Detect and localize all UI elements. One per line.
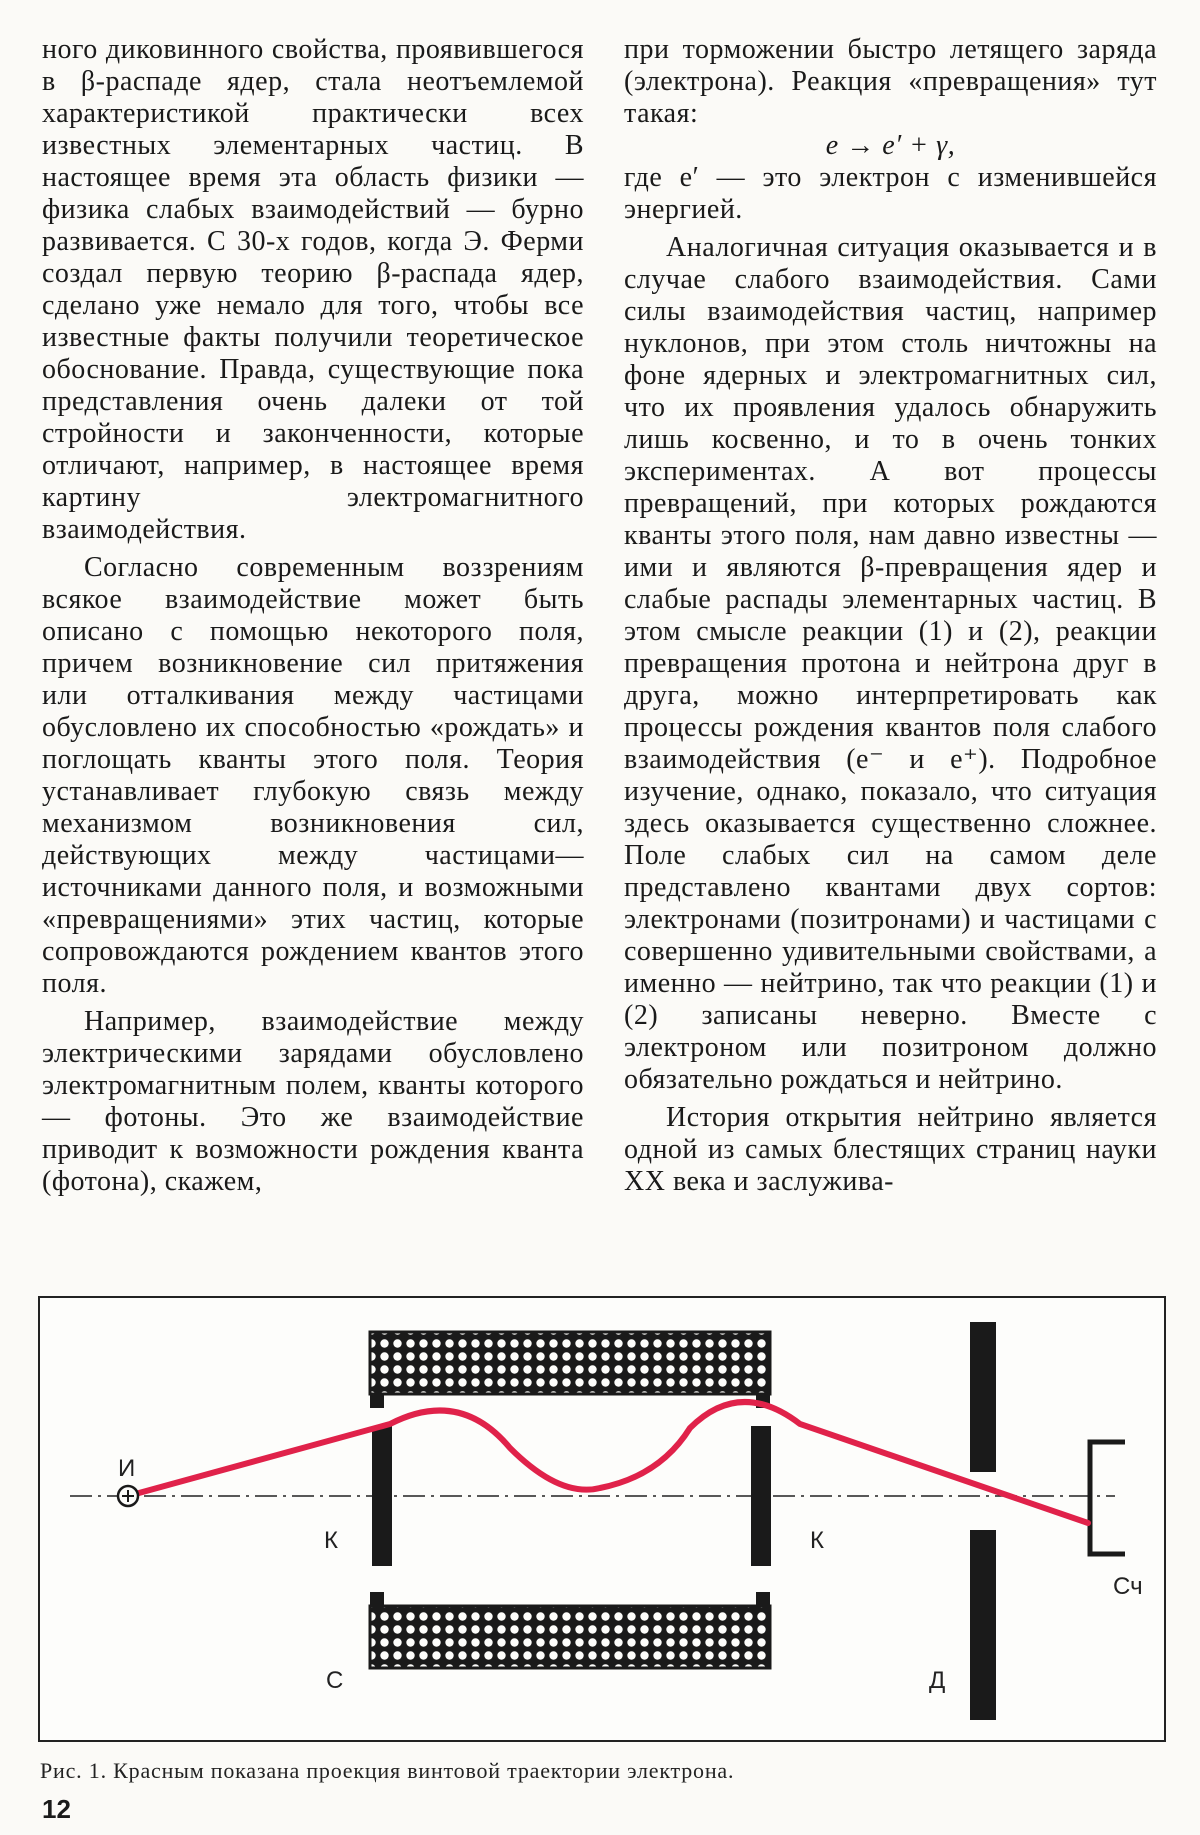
paragraph: Согласно современным воззрениям всякое взаимодействие может быть описано с помощью некоторого поля, причем возникновение сил притяжения или отталкивания между частицами обусловлено их способностью «рождать» и поглощать кванты этого поля. Теория устанавливает глубокую связь между механизмом возникновения сил, действующих между частицами—источниками данного поля, и возможными «превращениями» этих частиц, которые сопровождаются рождением квантов этого поля. xyxy=(42,552,584,999)
right-text-column xyxy=(624,34,1157,1204)
paragraph: Например, взаимодействие между электрическими зарядами обусловлено электромагнитным полем, кванты которого — фотоны. Это же взаимодействие приводит к возможности рождения кванта (фотона), скажем, xyxy=(42,1006,584,1197)
figure-electron-trajectory xyxy=(38,1296,1166,1742)
label-diaphragm: Д xyxy=(929,1667,946,1694)
diaphragm-top xyxy=(970,1322,996,1472)
formula: e → e′ + γ, xyxy=(825,130,956,161)
paragraph: ного диковинного свойства, проявившегося в β-распаде ядер, стала неотъемлемой характеристикой практически всех известных элементарных частиц. В настоящее время эта область физики — физика слабых взаимодействий — бурно развивается. С 30-х годов, когда Э. Ферми создал первую теорию β-распада ядер, сделано уже немало для того, чтобы все известные факты получили теоретическое обоснование. Правда, существующие пока представления очень далеки от той стройности и законченности, которые отличают, например, в настоящее время картину электромагнитного взаимодействия. xyxy=(42,34,584,545)
label-solenoid: С xyxy=(326,1667,344,1694)
paragraph: при торможении быстро летящего заряда (электрона). Реакция «превращения» тут такая: xyxy=(624,34,1157,129)
label-source: И xyxy=(118,1455,136,1482)
left-text-column xyxy=(42,34,584,1204)
cathode-left xyxy=(372,1426,392,1566)
figure-diagram xyxy=(40,1298,1164,1740)
electron-trajectory xyxy=(128,1402,1088,1523)
paragraph: где e′ — это электрон с изменившейся энергией. xyxy=(624,162,1157,225)
solenoid-bottom xyxy=(370,1592,770,1668)
label-cathode-left: К xyxy=(324,1527,338,1554)
label-cathode-right: К xyxy=(810,1527,824,1554)
solenoid-top xyxy=(370,1332,770,1408)
paragraph: Аналогичная ситуация оказывается и в случае слабого взаимодействия. Сами силы взаимодействия частиц, например нуклонов, при этом столь ничтожны на фоне ядерных и электромагнитных сил, что их проявления удалось обнаружить лишь косвенно, и то в очень тонких экспериментах. А вот процессы превращений, при которых рождаются кванты этого поля, нам давно известны — ими и являются β-превращения ядер и слабые распады элементарных частиц. В этом смысле реакции (1) и (2), реакции превращения протона и нейтрона друг в друга, можно интерпретировать как процессы рождения квантов поля слабого взаимодействия (e⁻ и e⁺). Подробное изучение, однако, показало, что ситуация здесь оказывается существенно сложнее. Поле слабых сил на самом деле представлено квантами двух сортов: электронами (позитронами) и частицами с совершенно удивительными свойствами, а именно — нейтрино, так что реакции (1) и (2) записаны неверно. Вместе с электроном или позитроном должно обязательно рождаться и нейтрино. xyxy=(624,232,1157,1095)
diaphragm-bottom xyxy=(970,1530,996,1720)
source-icon xyxy=(118,1486,138,1506)
cathode-right xyxy=(751,1426,771,1566)
figure-caption: Рис. 1. Красным показана проекция винтовой траектории электрона. xyxy=(40,1758,735,1783)
counter-bracket xyxy=(1090,1442,1125,1554)
page-number: 12 xyxy=(42,1794,71,1824)
paragraph: История открытия нейтрино является одной из самых блестящих страниц науки XX века и заслужива- xyxy=(624,1102,1157,1197)
label-counter: Сч xyxy=(1113,1573,1143,1600)
